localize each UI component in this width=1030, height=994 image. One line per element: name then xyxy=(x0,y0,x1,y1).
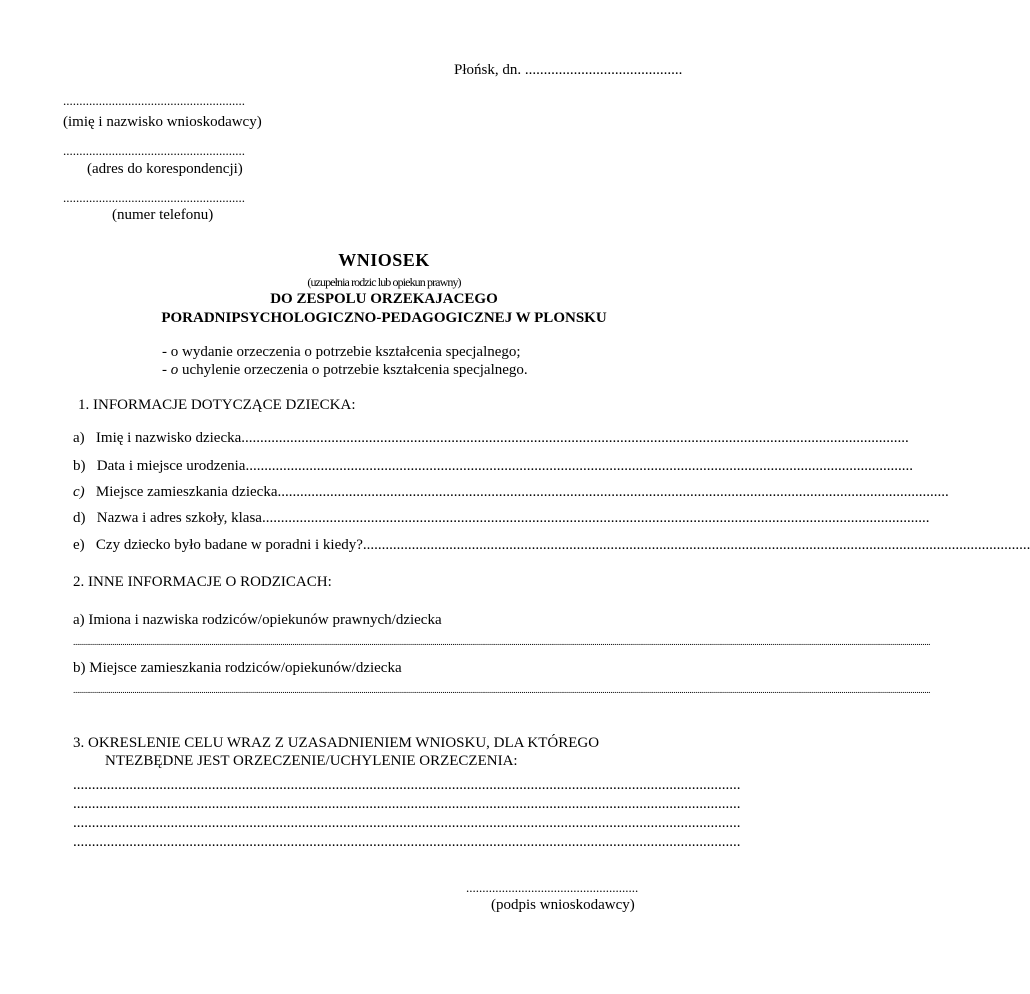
parents-names-label: a) Imiona i nazwiska rodziców/opiekunów prawnych/dziecka xyxy=(73,612,442,628)
section1-title: 1. INFORMACJE DOTYCZĄCE DZIECKA: xyxy=(78,397,356,413)
applicant-address-dots: ........................................................ xyxy=(63,143,245,158)
addressee-line1: DO ZESPOLU ORZEKAJACEGO xyxy=(270,291,498,307)
signature-dots[interactable]: ..................................................... xyxy=(466,880,639,895)
applicant-phone-dots: ........................................................ xyxy=(63,190,245,205)
parents-residence-line[interactable]: .................................................................................................................................................................................................................................................................................................................................................................................................................................................. xyxy=(73,686,931,696)
justification-line-1[interactable]: .................................................................................................................................................................................. xyxy=(73,777,741,793)
section2-title: 2. INNE INFORMACJE O RODZICACH: xyxy=(73,574,332,590)
justification-line-2[interactable]: .................................................................................................................................................................................. xyxy=(73,796,741,812)
field-label: e) Czy dziecko było badane w poradni i kiedy? xyxy=(73,537,363,553)
form-note: (uzupełnia rodzic lub opiekun prawny) xyxy=(307,275,461,289)
form-title: WNIOSEK xyxy=(338,250,430,270)
purpose-revoke: - o uchylenie orzeczenia o potrzebie kształcenia specjalnego. xyxy=(162,362,528,378)
section3-title-line2: NTEZBĘDNE JEST ORZECZENIE/UCHYLENIE ORZECZENIA: xyxy=(105,753,518,769)
applicant-name-label: (imię i nazwisko wnioskodawcy) xyxy=(63,114,262,130)
dotted-line: .................................................................................................................................................................................. xyxy=(241,430,909,446)
field-label: d) Nazwa i adres szkoły, klasa xyxy=(73,510,262,526)
section3-title-line1: 3. OKRESLENIE CELU WRAZ Z UZASADNIENIEM WNIOSKU, DLA KTÓREGO xyxy=(73,735,600,751)
applicant-address-label: (adres do korespondencji) xyxy=(87,161,243,177)
field-label: a) Imię i nazwisko dziecka xyxy=(73,430,242,446)
applicant-phone-label: (numer telefonu) xyxy=(112,207,214,223)
applicant-name-dots: ........................................................ xyxy=(63,93,245,108)
field-label: c) Miejsce zamieszkania dziecka. xyxy=(73,484,282,500)
signature-label: (podpis wnioskodawcy) xyxy=(491,897,635,913)
addressee-line2: PORADNIPSYCHOLOGICZNO-PEDAGOGICZNEJ W PLONSKU xyxy=(161,310,607,326)
parents-residence-label: b) Miejsce zamieszkania rodziców/opiekunów/dziecka xyxy=(73,660,402,676)
dotted-line: .................................................................................................................................................................................. xyxy=(281,484,949,500)
field-label: b) Data i miejsce urodzenia xyxy=(73,458,246,474)
dotted-line: .................................................................................................................................................................................. xyxy=(245,458,913,474)
field-birth-date-place[interactable] xyxy=(73,458,913,475)
place-date: Płońsk, dn. .......................................... xyxy=(454,62,683,78)
dotted-line: .................................................................................................................................................................................. xyxy=(362,537,1030,553)
justification-line-4[interactable]: .................................................................................................................................................................................. xyxy=(73,834,741,850)
purpose-issue: - o wydanie orzeczenia o potrzebie kształcenia specjalnego; xyxy=(162,344,521,360)
field-child-name[interactable] xyxy=(73,430,909,447)
field-school[interactable] xyxy=(73,510,930,527)
justification-line-3[interactable]: .................................................................................................................................................................................. xyxy=(73,815,741,831)
dotted-line: .................................................................................................................................................................................. xyxy=(261,510,930,526)
field-examined[interactable] xyxy=(73,537,1030,554)
parents-names-line[interactable]: .................................................................................................................................................................................................................................................................................................................................................................................................................................................. xyxy=(73,638,931,648)
field-child-residence[interactable] xyxy=(73,484,949,501)
